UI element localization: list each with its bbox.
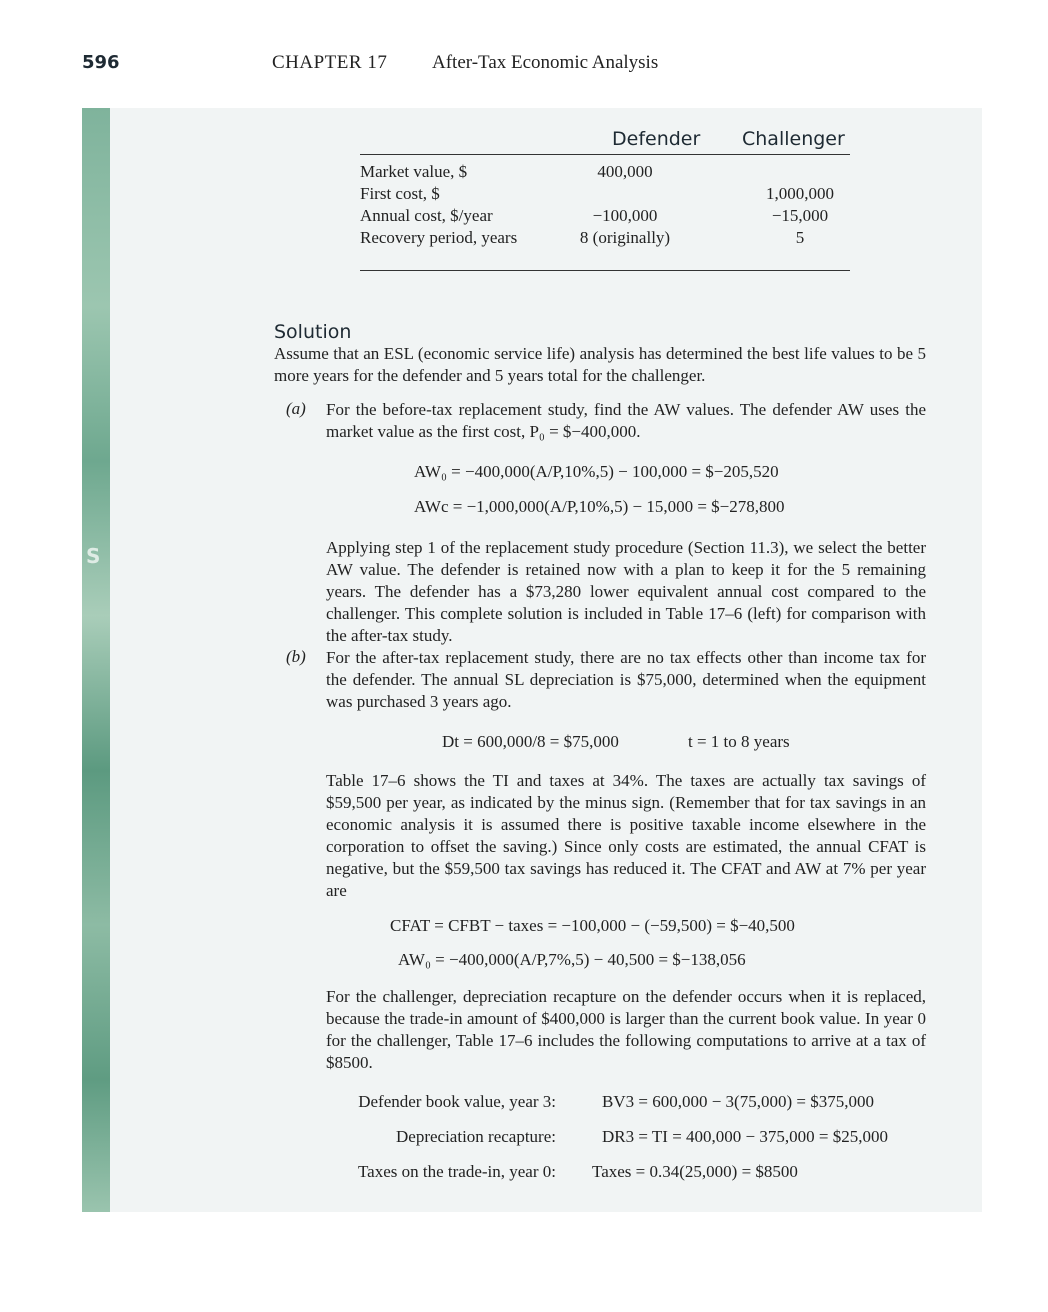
defender-value: 400,000 <box>597 162 653 181</box>
computation-label: Depreciation recapture: <box>396 1127 556 1146</box>
page-header <box>82 52 982 82</box>
computation-value: DR3 = TI = 400,000 − 375,000 = $25,000 <box>602 1127 888 1146</box>
header-challenger: Challenger <box>742 128 845 150</box>
defender-value: −100,000 <box>592 206 658 225</box>
page-number: 596 <box>82 52 120 73</box>
table-row <box>360 162 850 184</box>
chapter-label: CHAPTER 17 <box>272 52 388 73</box>
solution-heading: Solution <box>274 321 352 343</box>
challenger-value: 1,000,000 <box>766 184 834 203</box>
computation-value: Taxes = 0.34(25,000) = $8500 <box>592 1162 798 1181</box>
header-defender: Defender <box>612 128 701 150</box>
row-label: Market value, $ <box>360 162 468 181</box>
defender-value: 8 (originally) <box>579 228 671 247</box>
table-rule-top <box>360 154 850 155</box>
part-b-discussion: Table 17–6 shows the TI and taxes at 34%. The taxes are actually tax savings of $59,500 per year, as indicated by the minus sign. (Remember that for tax savings in an economic analysis it is assumed there is positive taxable income elsewhere in the corporation to offset the saving.) Since only costs are estimated, the annual CFAT is negative, but the $59,500 tax savings has reduced it. The CFAT and AW at 7% per year are <box>326 771 926 900</box>
part-b-challenger-discussion: For the challenger, depreciation recapture on the defender occurs when it is replaced, because the trade-in amount of $400,000 is larger than the current book value. In year 0 for the challenger, Table 17–6 includes the following computations to arrive at a tax of $8500. <box>326 987 926 1072</box>
computation-value: BV3 = 600,000 − 3(75,000) = $375,000 <box>602 1092 874 1111</box>
equation-cfat: CFAT = CFBT − taxes = −100,000 − (−59,500) = $−40,500 <box>390 916 795 935</box>
table-row <box>360 228 850 250</box>
part-b-marker: (b) <box>286 647 306 666</box>
equation-aw-defender: AW₀ = −400,000(A/P,10%,5) − 100,000 = $−205,520 <box>414 462 779 481</box>
table-rule-bottom <box>360 270 850 271</box>
equation-aw-defender-after-tax: AW₀ = −400,000(A/P,7%,5) − 40,500 = $−138,056 <box>398 950 746 969</box>
computation-label: Taxes on the trade-in, year 0: <box>357 1162 556 1181</box>
row-label: Annual cost, $/year <box>360 206 493 225</box>
part-a-discussion: Applying step 1 of the replacement study procedure (Section 11.3), we select the better AW value. The defender is retained now with a plan to keep it for the 5 remaining years. The defender has a $73,280 lower equivalent annual cost compared to the challenger. This complete solution is included in Table 17–6 (left) for comparison with the after-tax study. <box>326 538 926 645</box>
solution-intro: Assume that an ESL (economic service life) analysis has determined the best life values to be 5 more years for the defender and 5 years total for the challenger. <box>274 344 926 385</box>
computation-label: Defender book value, year 3: <box>358 1092 556 1111</box>
part-b-text: For the after-tax replacement study, there are no tax effects other than income tax for the defender. The annual SL depreciation is $75,000, determined when the equipment was purchased 3 years ago. <box>326 648 926 711</box>
challenger-value: −15,000 <box>771 206 829 225</box>
equation-depreciation: Dt = 600,000/8 = $75,000 <box>442 732 619 751</box>
challenger-value: 5 <box>795 228 805 247</box>
part-a-text: For the before-tax replacement study, find the AW values. The defender AW uses the market value as the first cost, P₀ = $−400,000. <box>326 400 926 441</box>
table-row <box>360 206 850 228</box>
side-mark: S <box>86 544 101 568</box>
table-row <box>360 184 850 206</box>
equation-aw-challenger: AWc = −1,000,000(A/P,10%,5) − 15,000 = $−278,800 <box>414 497 785 516</box>
row-label: First cost, $ <box>360 184 440 203</box>
row-label: Recovery period, years <box>360 228 518 247</box>
equation-depreciation-range: t = 1 to 8 years <box>688 732 790 751</box>
decorative-band <box>82 108 110 1212</box>
running-title: After-Tax Economic Analysis <box>432 52 659 73</box>
part-a-marker: (a) <box>286 399 306 418</box>
